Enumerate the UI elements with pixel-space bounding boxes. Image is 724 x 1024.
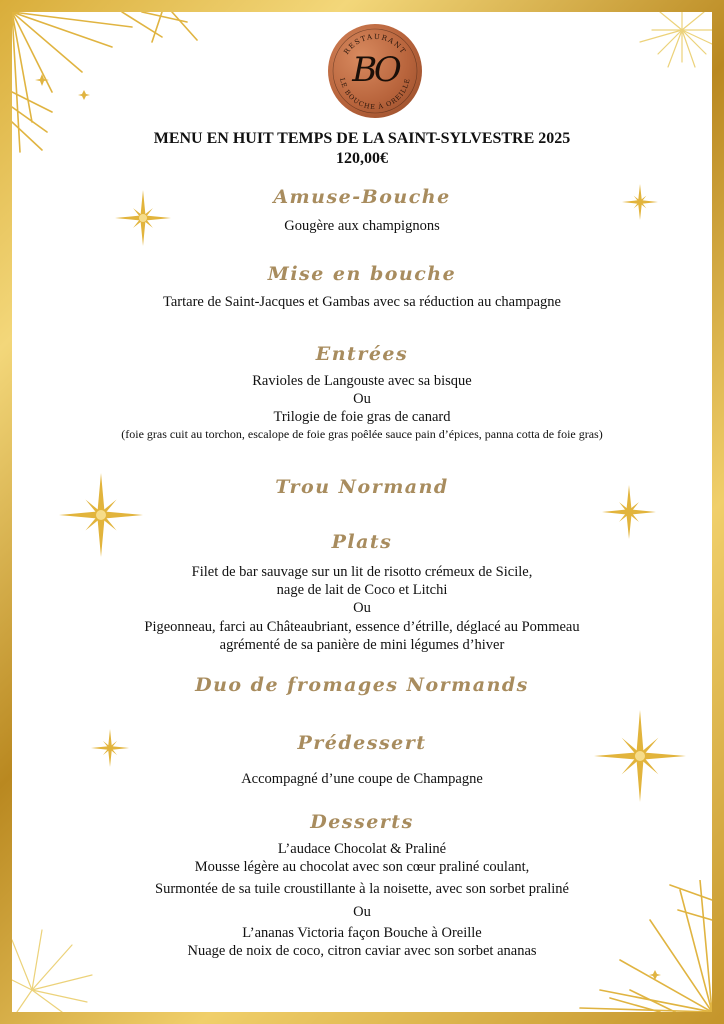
menu-title: MENU EN HUIT TEMPS DE LA SAINT-SYLVESTRE 2025: [153, 130, 571, 147]
section-heading-entrees: Entrées: [315, 343, 409, 365]
dish-line: Surmontée de sa tuile croustillante à la noisette, avec son sorbet praliné: [155, 881, 569, 897]
dish-line: Accompagné d’une coupe de Champagne: [241, 771, 483, 787]
section-heading-amuse-bouche: Amuse-Bouche: [273, 186, 451, 208]
dish-note: (foie gras cuit au torchon, escalope de foie gras poêlée sauce pain d’épices, panna cotta de foie gras): [121, 427, 603, 441]
section-heading-desserts: Desserts: [310, 811, 414, 833]
or-separator: Ou: [353, 600, 371, 616]
dish-line: Gougère aux champignons: [284, 218, 440, 234]
section-heading-plats: Plats: [331, 531, 393, 553]
dish-line: agrémenté de sa panière de mini légumes d’hiver: [219, 637, 505, 653]
dish-line: Nuage de noix de coco, citron caviar avec son sorbet ananas: [187, 943, 537, 959]
section-heading-trou-normand: Trou Normand: [275, 476, 449, 498]
section-heading-mise-en-bouche: Mise en bouche: [267, 263, 457, 285]
section-heading-duo-de-fromages: Duo de fromages Normands: [195, 674, 529, 696]
logo-ring-top: RESTAURANT: [342, 32, 408, 56]
dish-line: L’ananas Victoria façon Bouche à Oreille: [242, 925, 482, 941]
or-separator: Ou: [353, 391, 371, 407]
dish-line: Ravioles de Langouste avec sa bisque: [252, 373, 472, 389]
logo-ring-bottom: LE BOUCHE À OREILLE: [338, 77, 412, 112]
section-heading-predessert: Prédessert: [297, 732, 427, 754]
dish-line: Pigeonneau, farci au Châteaubriant, essence d’étrille, déglacé au Pommeau: [144, 619, 580, 635]
restaurant-logo: [328, 24, 422, 118]
corner-burst-top-right-icon: [620, 12, 712, 92]
dish-line: Trilogie de foie gras de canard: [273, 409, 451, 425]
dish-line: Mousse légère au chocolat avec son cœur praliné coulant,: [194, 859, 530, 875]
dish-line: L’audace Chocolat & Praliné: [277, 841, 447, 857]
dish-line: nage de lait de Coco et Litchi: [276, 582, 448, 598]
or-separator: Ou: [353, 904, 371, 920]
dish-line: Tartare de Saint-Jacques et Gambas avec sa réduction au champagne: [163, 294, 561, 310]
sparkle-star-icon: [592, 708, 688, 804]
logo-monogram: BO: [352, 50, 398, 90]
menu-price: 120,00€: [336, 150, 388, 167]
dish-line: Filet de bar sauvage sur un lit de risotto crémeux de Sicile,: [191, 564, 533, 580]
